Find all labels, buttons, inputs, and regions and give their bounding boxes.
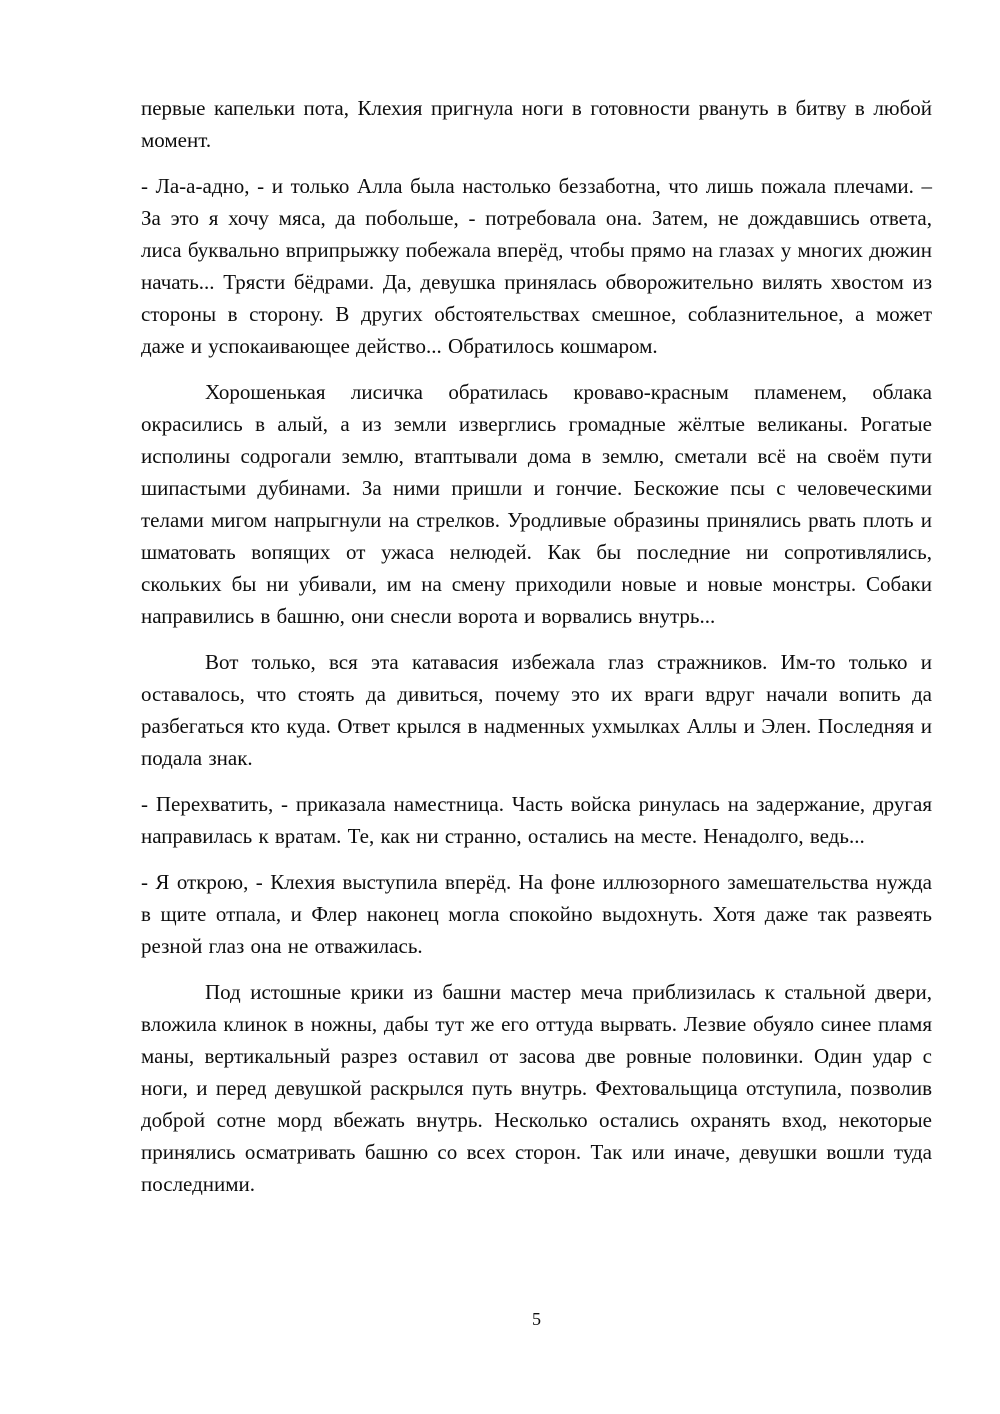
paragraph: - Я открою, - Клехия выступила вперёд. На фоне иллюзорного замешательства нужда в щите отпала, и Флер наконец могла спокойно выдохнуть. Хотя даже так развеять резной глаз она не отважилась. <box>141 870 932 958</box>
paragraph: - Перехватить, - приказала наместница. Часть войска ринулась на задержание, другая направилась к вратам. Те, как ни странно, остались на месте. Ненадолго, ведь... <box>141 792 932 848</box>
paragraph: Под истошные крики из башни мастер меча приблизилась к стальной двери, вложила клинок в ножны, дабы тут же его оттуда вырвать. Лезвие обуяло синее пламя маны, вертикальный разрез оставил от засова две ровные половинки. Один удар с ноги, и перед девушкой раскрылся путь внутрь. Фехтовальщица отступила, позволив доброй сотне морд вбежать внутрь. Несколько остались охранять вход, некоторые принялись осматривать башню со всех сторон. Так или иначе, девушки вошли туда последними. <box>141 980 932 1196</box>
paragraph: первые капельки пота, Клехия пригнула ноги в готовности рвануть в битву в любой момент. <box>141 96 932 152</box>
paragraph: - Ла-а-адно, - и только Алла была настолько беззаботна, что лишь пожала плечами. – За это я хочу мяса, да побольше, - потребовала она. Затем, не дождавшись ответа, лиса буквально вприпрыжку побежала вперёд, чтобы прямо на глазах у многих дюжин начать... Трясти бёдрами. Да, девушка принялась обворожительно вилять хвостом из стороны в сторону. В других обстоятельствах смешное, соблазнительное, а может даже и успокаивающее действо... Обратилось кошмаром. <box>141 174 932 358</box>
page-number: 5 <box>532 1309 541 1329</box>
text-block <box>141 92 932 1200</box>
paragraph: Хорошенькая лисичка обратилась кроваво-красным пламенем, облака окрасились в алый, а из земли изверглись громадные жёлтые великаны. Рогатые исполины содрогали землю, втаптывали дома в землю, сметали всё на своём пути шипастыми дубинами. За ними пришли и гончие. Бескожие псы с человеческими телами мигом напрыгнули на стрелков. Уродливые образины принялись рвать плоть и шматовать вопящих от ужаса нелюдей. Как бы последние ни сопротивлялись, скольких бы ни убивали, им на смену приходили новые и новые монстры. Собаки направились в башню, они снесли ворота и ворвались внутрь... <box>141 380 932 628</box>
paragraph: Вот только, вся эта катавасия избежала глаз стражников. Им-то только и оставалось, что стоять да дивиться, почему это их враги вдруг начали вопить да разбегаться кто куда. Ответ крылся в надменных ухмылках Аллы и Элен. Последняя и подала знак. <box>141 650 932 770</box>
